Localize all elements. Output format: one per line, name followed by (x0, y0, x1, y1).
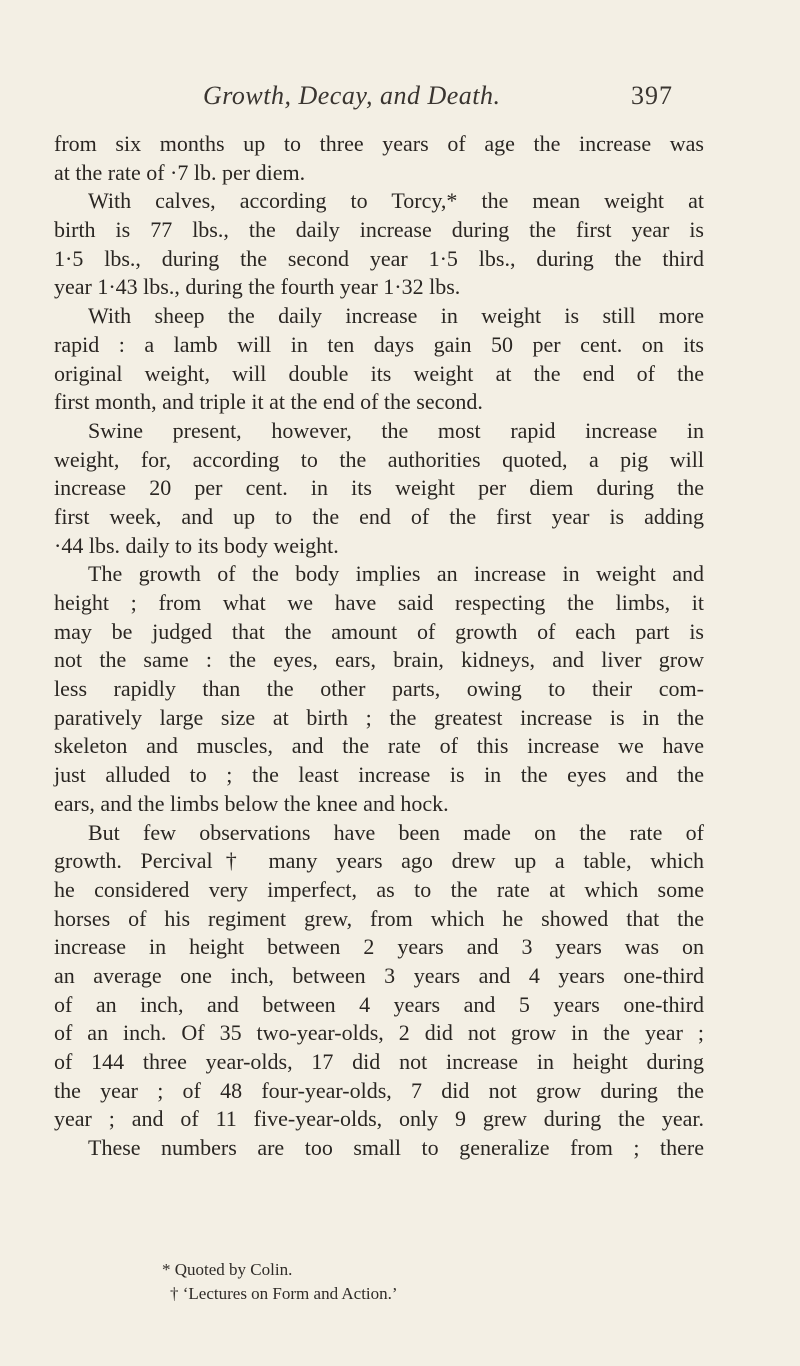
footnotes (140, 1258, 660, 1306)
text-line: original weight, will double its weight at the end of the (54, 360, 704, 386)
text-line: first month, and triple it at the end of the second. (54, 389, 483, 415)
text-line: Swine present, however, the most rapid increase in (88, 417, 704, 443)
page-number: 397 (631, 81, 673, 110)
text-line: paratively large size at birth ; the greatest increase is in the (54, 704, 704, 730)
text-line: height ; from what we have said respecting the limbs, it (54, 590, 704, 615)
text-line: an average one inch, between 3 years and 4 years one-third (54, 962, 704, 988)
text-line: weight, for, according to the authorities quoted, a pig will (54, 446, 704, 472)
text-line: year ; and of 11 five-year-olds, only 9 grew during the year. (54, 1106, 704, 1132)
text-line: of an inch, and between 4 years and 5 years one-third (54, 991, 704, 1017)
text-line: of an inch. Of 35 two-year-olds, 2 did not grow in the year ; (54, 1020, 704, 1046)
text-line: may be judged that the amount of growth of each part is (54, 618, 704, 644)
body-text (54, 130, 704, 1163)
text-line: ears, and the limbs below the knee and hock. (54, 790, 449, 816)
text-line: from six months up to three years of age the increase was (54, 131, 704, 156)
text-line: ·44 lbs. daily to its body weight. (54, 532, 339, 558)
text-line: 1·5 lbs., during the second year 1·5 lbs., during the third (54, 245, 704, 271)
text-line: at the rate of ·7 lb. per diem. (54, 159, 306, 185)
text-line: increase 20 per cent. in its weight per diem during the (54, 475, 704, 501)
text-line: With calves, according to Torcy,* the mean weight at (88, 188, 704, 214)
text-line: of 144 three year-olds, 17 did not increase in height during (54, 1049, 704, 1074)
text-line: first week, and up to the end of the first year is adding (54, 503, 704, 529)
text-line: he considered very imperfect, as to the rate at which some (54, 876, 704, 902)
text-line: growth. Percival† many years ago drew up a table, which (54, 848, 704, 874)
text-line: With sheep the daily increase in weight is still more (88, 303, 704, 329)
text-line: These numbers are too small to generalize from ; there (88, 1135, 704, 1161)
text-line: The growth of the body implies an increase in weight and (88, 561, 704, 587)
text-line: just alluded to ; the least increase is in the eyes and the (54, 762, 704, 788)
text-line: horses of his regiment grew, from which he showed that the (54, 905, 704, 931)
text-line: But few observations have been made on the rate of (88, 819, 704, 845)
text-line: not the same : the eyes, ears, brain, kidneys, and liver grow (54, 647, 704, 673)
text-line: birth is 77 lbs., the daily increase during the first year is (54, 217, 704, 243)
running-head (203, 78, 673, 114)
text-line: year 1·43 lbs., during the fourth year 1·32 lbs. (54, 274, 461, 300)
chapter-title: Growth, Decay, and Death. (203, 81, 501, 110)
footnote: † ‘Lectures on Form and Action.’ (170, 1284, 398, 1303)
footnote: * Quoted by Colin. (162, 1260, 293, 1279)
text-line: less rapidly than the other parts, owing to their com- (54, 676, 704, 702)
text-line: the year ; of 48 four-year-olds, 7 did not grow during the (54, 1077, 704, 1103)
text-line: skeleton and muscles, and the rate of this increase we have (54, 733, 704, 759)
text-line: increase in height between 2 years and 3 years was on (54, 934, 704, 960)
text-line: rapid : a lamb will in ten days gain 50 per cent. on its (54, 331, 704, 357)
